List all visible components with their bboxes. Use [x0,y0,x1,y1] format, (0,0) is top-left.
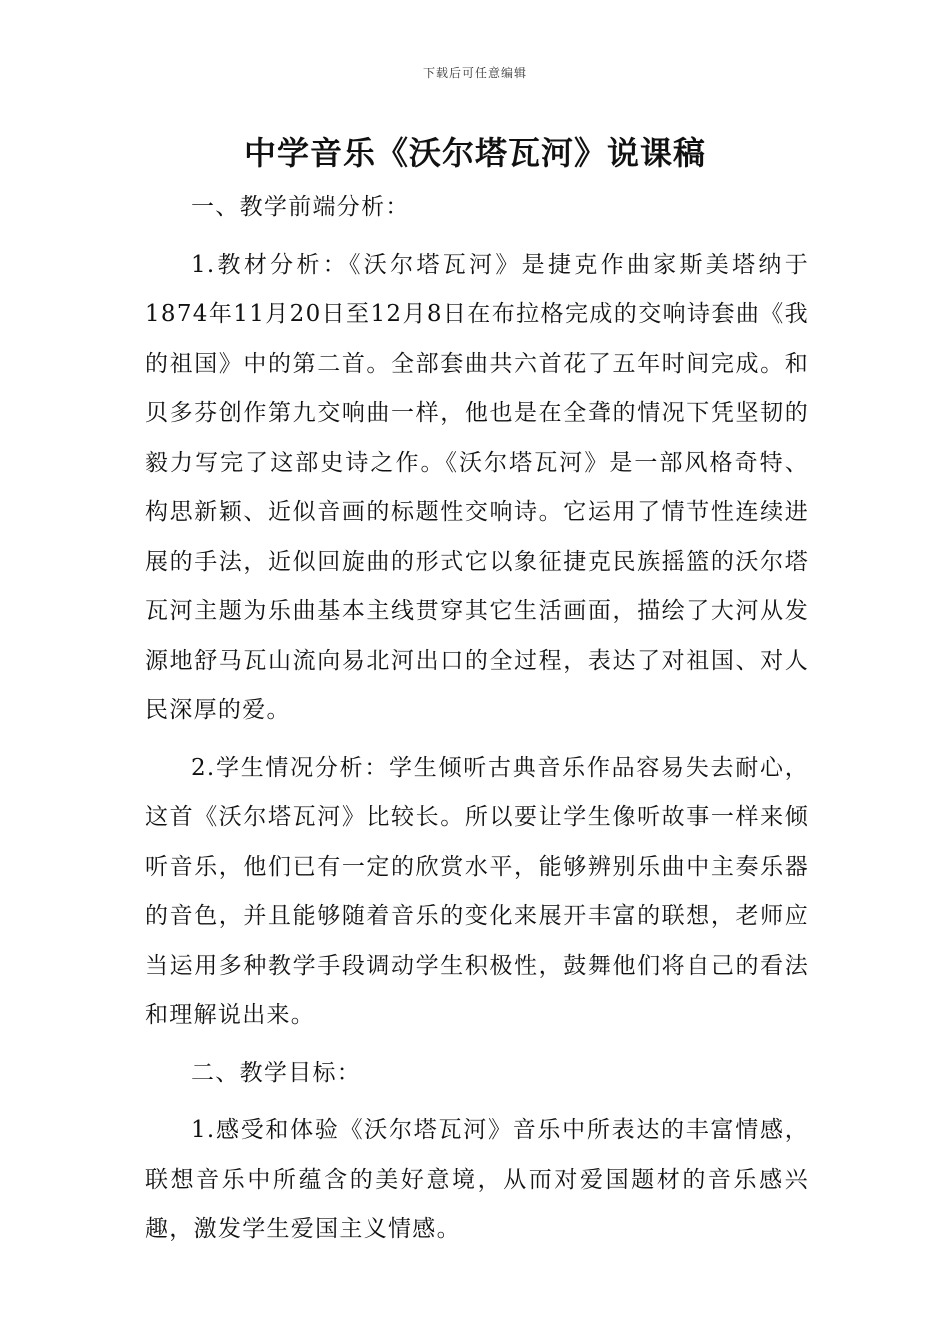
section-heading: 一、教学前端分析： [191,194,410,220]
document-title: 中学音乐《沃尔塔瓦河》说课稿 [243,134,706,172]
document-body [145,183,809,1255]
section-heading: 二、教学目标： [191,1059,362,1086]
paragraph-teaching-goal-1: 1.感受和体验《沃尔塔瓦河》音乐中所表达的丰富情感，联想音乐中所蕴含的美好意境，从而对爱国题材的音乐感兴趣，激发学生爱国主义情感。 [145,1117,809,1242]
header-note: 下载后可任意编辑 [422,66,527,80]
paragraph-student-analysis: 2.学生情况分析：学生倾听古典音乐作品容易失去耐心，这首《沃尔塔瓦河》比较长。所以要让学生像听故事一样来倾听音乐，他们已有一定的欣赏水平，能够辨别乐曲中主奏乐器的音色，并且能够随着音乐的变化来展开丰富的联想，老师应当运用多种教学手段调动学生积极性，鼓舞他们将自己的看法和理解说出来。 [145,754,809,1028]
paragraph-textbook-analysis: 1.教材分析：《沃尔塔瓦河》是捷克作曲家斯美塔纳于1874年11月20日至12月8日在布拉格完成的交响诗套曲《我的祖国》中的第二首。全部套曲共六首花了五年时间完成。和贝多芬创作第九交响曲一样，他也是在全聋的情况下凭坚韧的毅力写完了这部史诗之作。《沃尔塔瓦河》是一部风格奇特、构思新颖、近似音画的标题性交响诗。它运用了情节性连续进展的手法，近似回旋曲的形式它以象征捷克民族摇篮的沃尔塔瓦河主题为乐曲基本主线贯穿其它生活画面，描绘了大河从发源地舒马瓦山流向易北河出口的全过程，表达了对祖国、对人民深厚的爱。 [145,251,809,723]
